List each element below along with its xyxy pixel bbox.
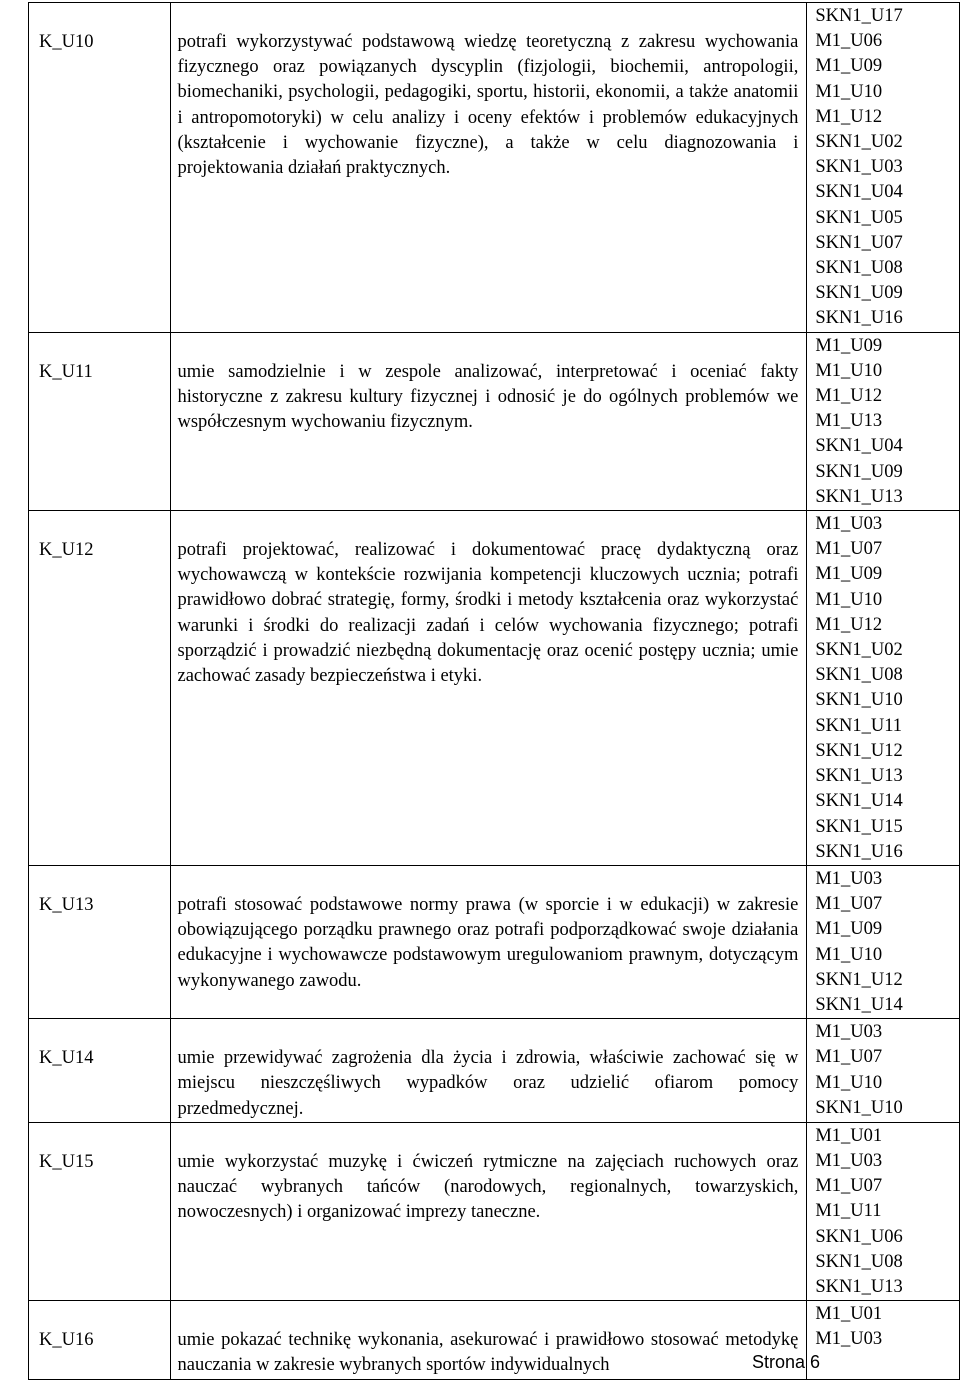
table-row [29, 3, 960, 333]
reference-code: M1_U01 [815, 1125, 883, 1146]
reference-code: SKN1_U13 [815, 766, 903, 787]
table-body [29, 3, 960, 1380]
reference-code: M1_U10 [815, 81, 883, 102]
reference-code: SKN1_U09 [815, 461, 903, 482]
table-row [29, 865, 960, 1018]
reference-code: M1_U11 [815, 1201, 882, 1222]
reference-codes [807, 1301, 960, 1379]
reference-code: M1_U07 [815, 539, 883, 560]
reference-code: M1_U01 [815, 1304, 883, 1325]
reference-code: SKN1_U02 [815, 132, 903, 153]
reference-code: M1_U10 [815, 1072, 883, 1093]
reference-code: M1_U13 [815, 411, 883, 432]
outcome-code: K_U11 [29, 332, 171, 510]
reference-code: SKN1_U15 [815, 816, 903, 837]
reference-code: M1_U09 [815, 335, 883, 356]
reference-code: SKN1_U03 [815, 157, 903, 178]
reference-code: SKN1_U14 [815, 791, 903, 812]
reference-code: M1_U03 [815, 514, 883, 535]
reference-code: M1_U12 [815, 386, 883, 407]
reference-code: M1_U10 [815, 944, 883, 965]
reference-code: M1_U07 [815, 1176, 883, 1197]
reference-codes [807, 1019, 960, 1123]
outcome-description: umie samodzielnie i w zespole analizować, interpretować i oceniać fakty historyczne z zakresu kultury fizycznej i odnosić je do ogólnych problemów we współczesnym wychowaniu fizycznym. [170, 332, 807, 510]
reference-code: SKN1_U06 [815, 1226, 903, 1247]
reference-code: SKN1_U09 [815, 283, 903, 304]
outcome-code: K_U12 [29, 511, 171, 866]
page-number: Strona 6 [752, 1352, 821, 1372]
reference-code: SKN1_U13 [815, 486, 903, 507]
reference-code: SKN1_U14 [815, 994, 903, 1015]
outcome-description: umie wykorzystać muzykę i ćwiczeń rytmiczne na zajęciach ruchowych oraz nauczać wybranych tańców (narodowych, regionalnych, towarzyskich, nowoczesnych) i organizować imprezy taneczne. [170, 1122, 807, 1300]
reference-code: SKN1_U16 [815, 308, 903, 329]
reference-code: SKN1_U05 [815, 207, 903, 228]
table-row [29, 1122, 960, 1300]
outcome-description: potrafi projektować, realizować i dokumentować pracę dydaktyczną oraz wychowawczą w kontekście rozwijania kompetencji kluczowych ucznia; potrafi prawidłowo dobrać strategię, formy, środki i metody kształcenia oraz wykorzystać warunki i środki do realizacji zadań i celów wychowania fizycznego; potrafi sporządzić i prowadzić niezbędną dokumentację oraz ocenić postępy ucznia; umie zachować zasady bezpieczeństwa i etyki. [170, 511, 807, 866]
reference-codes [807, 3, 960, 333]
reference-code: SKN1_U04 [815, 182, 903, 203]
reference-code: SKN1_U08 [815, 665, 903, 686]
reference-code: SKN1_U13 [815, 1276, 903, 1297]
reference-code: M1_U12 [815, 614, 883, 635]
reference-code: M1_U09 [815, 56, 883, 77]
reference-code: M1_U03 [815, 1022, 883, 1043]
reference-code: M1_U03 [815, 868, 883, 889]
reference-code: SKN1_U04 [815, 436, 903, 457]
reference-code: M1_U12 [815, 106, 883, 127]
reference-code: M1_U09 [815, 919, 883, 940]
reference-code: SKN1_U07 [815, 232, 903, 253]
outcome-code: K_U10 [29, 3, 171, 333]
reference-codes [807, 332, 960, 510]
reference-code: SKN1_U02 [815, 640, 903, 661]
reference-code: SKN1_U12 [815, 969, 903, 990]
reference-code: M1_U03 [815, 1329, 883, 1350]
learning-outcomes-table [28, 2, 960, 1380]
reference-code: SKN1_U08 [815, 258, 903, 279]
outcome-code: K_U15 [29, 1122, 171, 1300]
reference-code: M1_U07 [815, 1047, 883, 1068]
outcome-code: K_U14 [29, 1019, 171, 1123]
reference-codes [807, 511, 960, 866]
reference-codes [807, 1122, 960, 1300]
reference-codes [807, 865, 960, 1018]
table-row [29, 1019, 960, 1123]
outcome-code: K_U13 [29, 865, 171, 1018]
reference-code: SKN1_U08 [815, 1251, 903, 1272]
outcome-description: umie pokazać technikę wykonania, asekurować i prawidłowo stosować metodykę nauczania w zakresie wybranych sportów indywidualnych [170, 1301, 807, 1379]
reference-code: M1_U06 [815, 31, 883, 52]
reference-code: M1_U10 [815, 360, 883, 381]
reference-code: SKN1_U12 [815, 740, 903, 761]
reference-code: SKN1_U10 [815, 690, 903, 711]
reference-code: M1_U07 [815, 894, 883, 915]
reference-code: SKN1_U11 [815, 715, 903, 736]
outcome-code: K_U16 [29, 1301, 171, 1379]
reference-code: SKN1_U16 [815, 841, 903, 862]
outcome-description: potrafi wykorzystywać podstawową wiedzę teoretyczną z zakresu wychowania fizycznego oraz powiązanych dyscyplin (fizjologii, biochemii, antropologii, biomechaniki, psychologii, pedagogiki, sportu, historii, ekonomii, a także anatomii i antropomotoryki) w celu analizy i oceny efektów i problemów edukacyjnych (kształcenie i wychowanie fizyczne), a także w celu diagnozowania i projektowania działań praktycznych. [170, 3, 807, 333]
table-row [29, 511, 960, 866]
reference-code: SKN1_U10 [815, 1097, 903, 1118]
reference-code: SKN1_U17 [815, 6, 903, 26]
outcome-description: potrafi stosować podstawowe normy prawa (w sporcie i w edukacji) w zakresie obowiązującego porządku prawnego oraz potrafi podporządkować swoje działania edukacyjne i wychowawcze podstawowym uregulowaniom prawnym, dotyczącym wykonywanego zawodu. [170, 865, 807, 1018]
table-row [29, 332, 960, 510]
reference-code: M1_U09 [815, 564, 883, 585]
reference-code: M1_U03 [815, 1150, 883, 1171]
reference-code: M1_U10 [815, 589, 883, 610]
outcome-description: umie przewidywać zagrożenia dla życia i zdrowia, właściwie zachować się w miejscu nieszczęśliwych wypadków oraz udzielić ofiarom pomocy przedmedycznej. [170, 1019, 807, 1123]
